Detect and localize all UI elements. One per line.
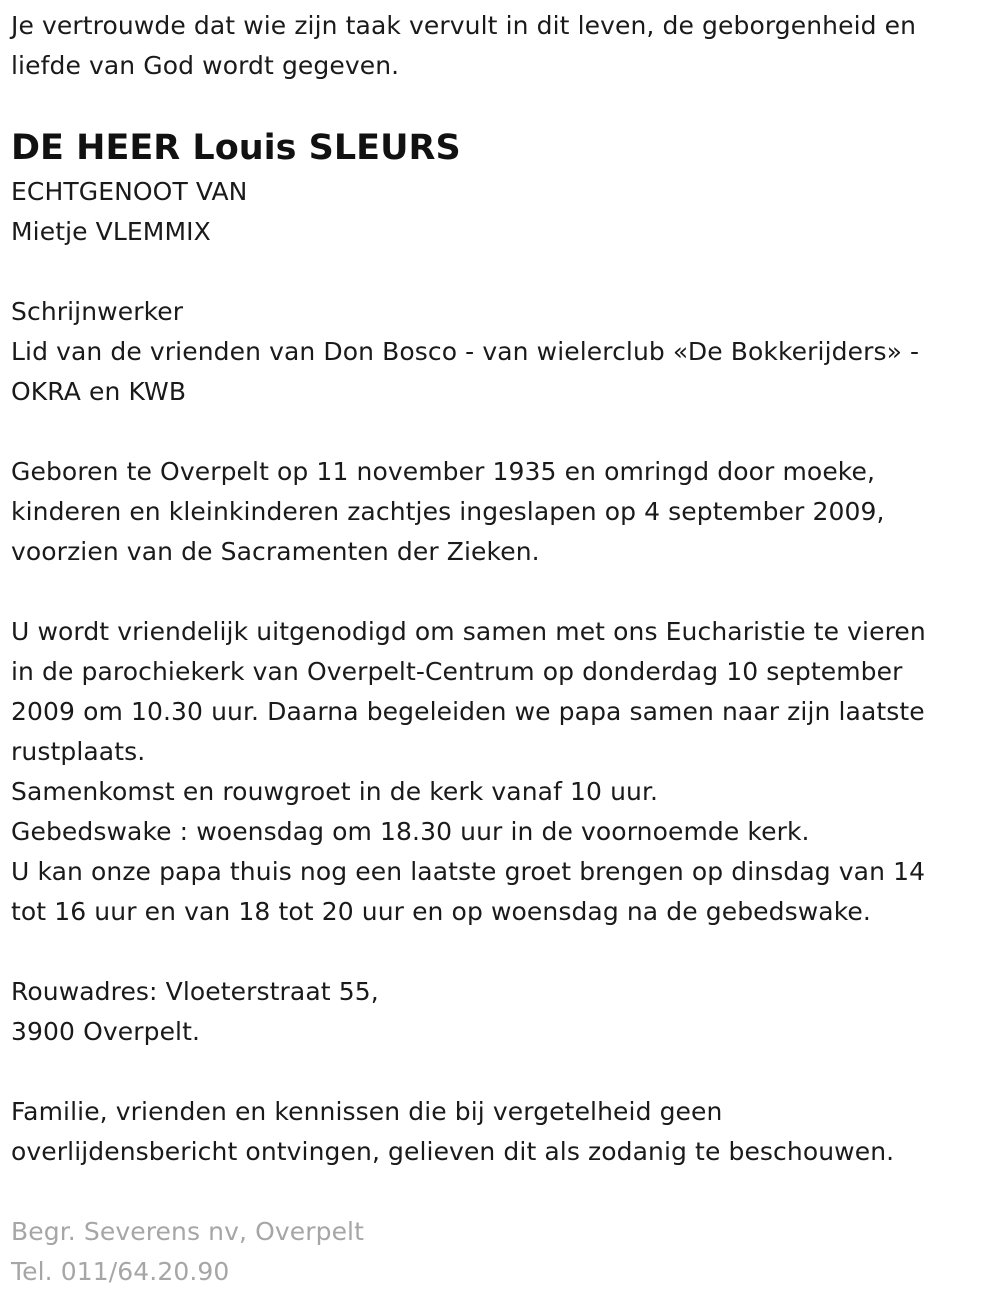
ceremony-line: Samenkomst en rouwgroet in de kerk vanaf 10 uur. (11, 777, 659, 806)
deceased-name: DE HEER Louis SLEURS (11, 128, 461, 168)
address-block (11, 972, 991, 1052)
ceremony-line: 2009 om 10.30 uur. Daarna begeleiden we papa samen naar zijn laatste (11, 697, 925, 726)
profession-line: Lid van de vrienden van Don Bosco - van wielerclub «De Bokkerijders» - (11, 337, 920, 366)
quote-line: liefde van God wordt gegeven. (11, 51, 400, 80)
address-line: Rouwadres: Vloeterstraat 55, (11, 977, 379, 1006)
birth-death-line: kinderen en kleinkinderen zachtjes ingeslapen op 4 september 2009, (11, 497, 885, 526)
birth-death-block (11, 452, 991, 572)
notice-line: Familie, vrienden en kennissen die bij vergetelheid geen (11, 1097, 723, 1126)
obituary-notice (11, 6, 991, 1292)
birth-death-line: voorzien van de Sacramenten der Zieken. (11, 537, 540, 566)
profession-line: OKRA en KWB (11, 377, 187, 406)
spouse-label: ECHTGENOOT VAN (11, 177, 248, 206)
ceremony-line: in de parochiekerk van Overpelt-Centrum op donderdag 10 september (11, 657, 903, 686)
notice-block (11, 1092, 991, 1172)
spouse-block (11, 172, 991, 252)
undertaker-phone: Tel. 011/64.20.90 (11, 1257, 230, 1286)
ceremony-line: U wordt vriendelijk uitgenodigd om samen met ons Eucharistie te vieren (11, 617, 926, 646)
quote-line: Je vertrouwde dat wie zijn taak vervult in dit leven, de geborgenheid en (11, 11, 917, 40)
ceremony-line: U kan onze papa thuis nog een laatste groet brengen op dinsdag van 14 (11, 857, 926, 886)
profession-block (11, 292, 991, 412)
address-line: 3900 Overpelt. (11, 1017, 201, 1046)
ceremony-line: rustplaats. (11, 737, 146, 766)
quote-block (11, 6, 991, 86)
spouse-name: Mietje VLEMMIX (11, 217, 211, 246)
undertaker-block (11, 1212, 991, 1292)
ceremony-line: tot 16 uur en van 18 tot 20 uur en op woensdag na de gebedswake. (11, 897, 871, 926)
notice-line: overlijdensbericht ontvingen, gelieven dit als zodanig te beschouwen. (11, 1137, 895, 1166)
profession-line: Schrijnwerker (11, 297, 184, 326)
ceremony-block (11, 612, 991, 932)
ceremony-line: Gebedswake : woensdag om 18.30 uur in de voornoemde kerk. (11, 817, 810, 846)
undertaker-name: Begr. Severens nv, Overpelt (11, 1217, 364, 1246)
birth-death-line: Geboren te Overpelt op 11 november 1935 en omringd door moeke, (11, 457, 876, 486)
